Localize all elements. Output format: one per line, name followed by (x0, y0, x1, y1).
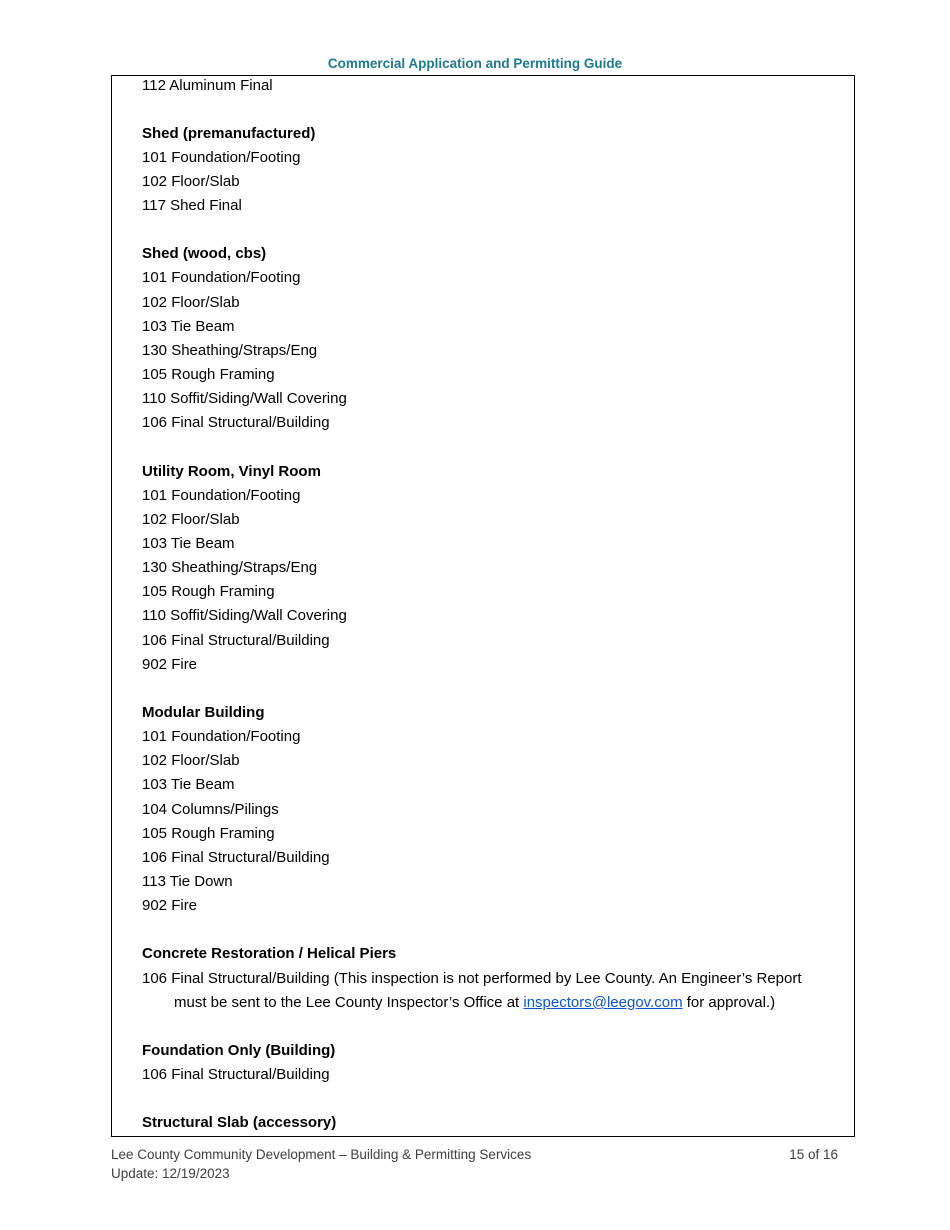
concrete-note-line1: 106 Final Structural/Building (This inspection is not performed by Lee County. An Engineer’s Report (142, 970, 802, 987)
list-item: 101 Foundation/Footing (142, 149, 301, 166)
concrete-note-text-post: for approval.) (682, 994, 776, 1011)
list-item: 902 Fire (142, 897, 198, 914)
concrete-note-text-pre: must be sent to the Lee County Inspector’s Office at (174, 994, 524, 1011)
list-item: 103 Tie Beam (142, 535, 235, 552)
section-title-modular-building: Modular Building (142, 704, 265, 721)
section-title-structural-slab: Structural Slab (accessory) (142, 1114, 337, 1131)
list-item: 106 Final Structural/Building (142, 414, 330, 431)
section-title-utility-room: Utility Room, Vinyl Room (142, 463, 321, 480)
list-item: 105 Rough Framing (142, 366, 275, 383)
list-item: 101 Foundation/Footing (142, 728, 301, 745)
list-item: 105 Rough Framing (142, 825, 275, 842)
list-item: 102 Floor/Slab (142, 511, 240, 528)
list-item: 130 Sheathing/Straps/Eng (142, 342, 318, 359)
list-item: 101 Foundation/Footing (142, 269, 301, 286)
footer-page-number: 15 of 16 (789, 1147, 838, 1162)
list-item: 102 Floor/Slab (142, 173, 240, 190)
list-item: 110 Soffit/Siding/Wall Covering (142, 607, 347, 624)
list-item: 103 Tie Beam (142, 318, 235, 335)
list-item: 106 Final Structural/Building (142, 849, 330, 866)
list-item: 101 Foundation/Footing (142, 487, 301, 504)
list-item: 102 Floor/Slab (142, 752, 240, 769)
list-item: 102 Floor/Slab (142, 294, 240, 311)
concrete-note-paragraph (142, 967, 842, 1015)
list-item: 130 Sheathing/Straps/Eng (142, 559, 318, 576)
list-item: 106 Final Structural/Building (142, 632, 330, 649)
list-item: 902 Fire (142, 656, 198, 673)
section-title-shed-premanufactured: Shed (premanufactured) (142, 125, 316, 142)
footer-organization: Lee County Community Development – Building & Permitting Services (111, 1147, 532, 1162)
section-title-concrete-restoration: Concrete Restoration / Helical Piers (142, 945, 397, 962)
inspectors-email-link[interactable]: inspectors@leegov.com (523, 994, 683, 1011)
list-item: 104 Columns/Pilings (142, 801, 279, 818)
list-item: 112 Aluminum Final (142, 77, 273, 94)
footer-update-date: Update: 12/19/2023 (111, 1166, 230, 1181)
page-header-title: Commercial Application and Permitting Guide (327, 56, 623, 71)
section-title-foundation-only: Foundation Only (Building) (142, 1042, 336, 1059)
list-item: 113 Tie Down (142, 873, 233, 890)
section-title-shed-wood: Shed (wood, cbs) (142, 245, 267, 262)
concrete-note-line2 (142, 991, 842, 1015)
list-item: 106 Final Structural/Building (142, 1066, 330, 1083)
list-item: 110 Soffit/Siding/Wall Covering (142, 390, 347, 407)
list-item: 103 Tie Beam (142, 776, 235, 793)
list-item: 117 Shed Final (142, 197, 242, 214)
list-item: 105 Rough Framing (142, 583, 275, 600)
